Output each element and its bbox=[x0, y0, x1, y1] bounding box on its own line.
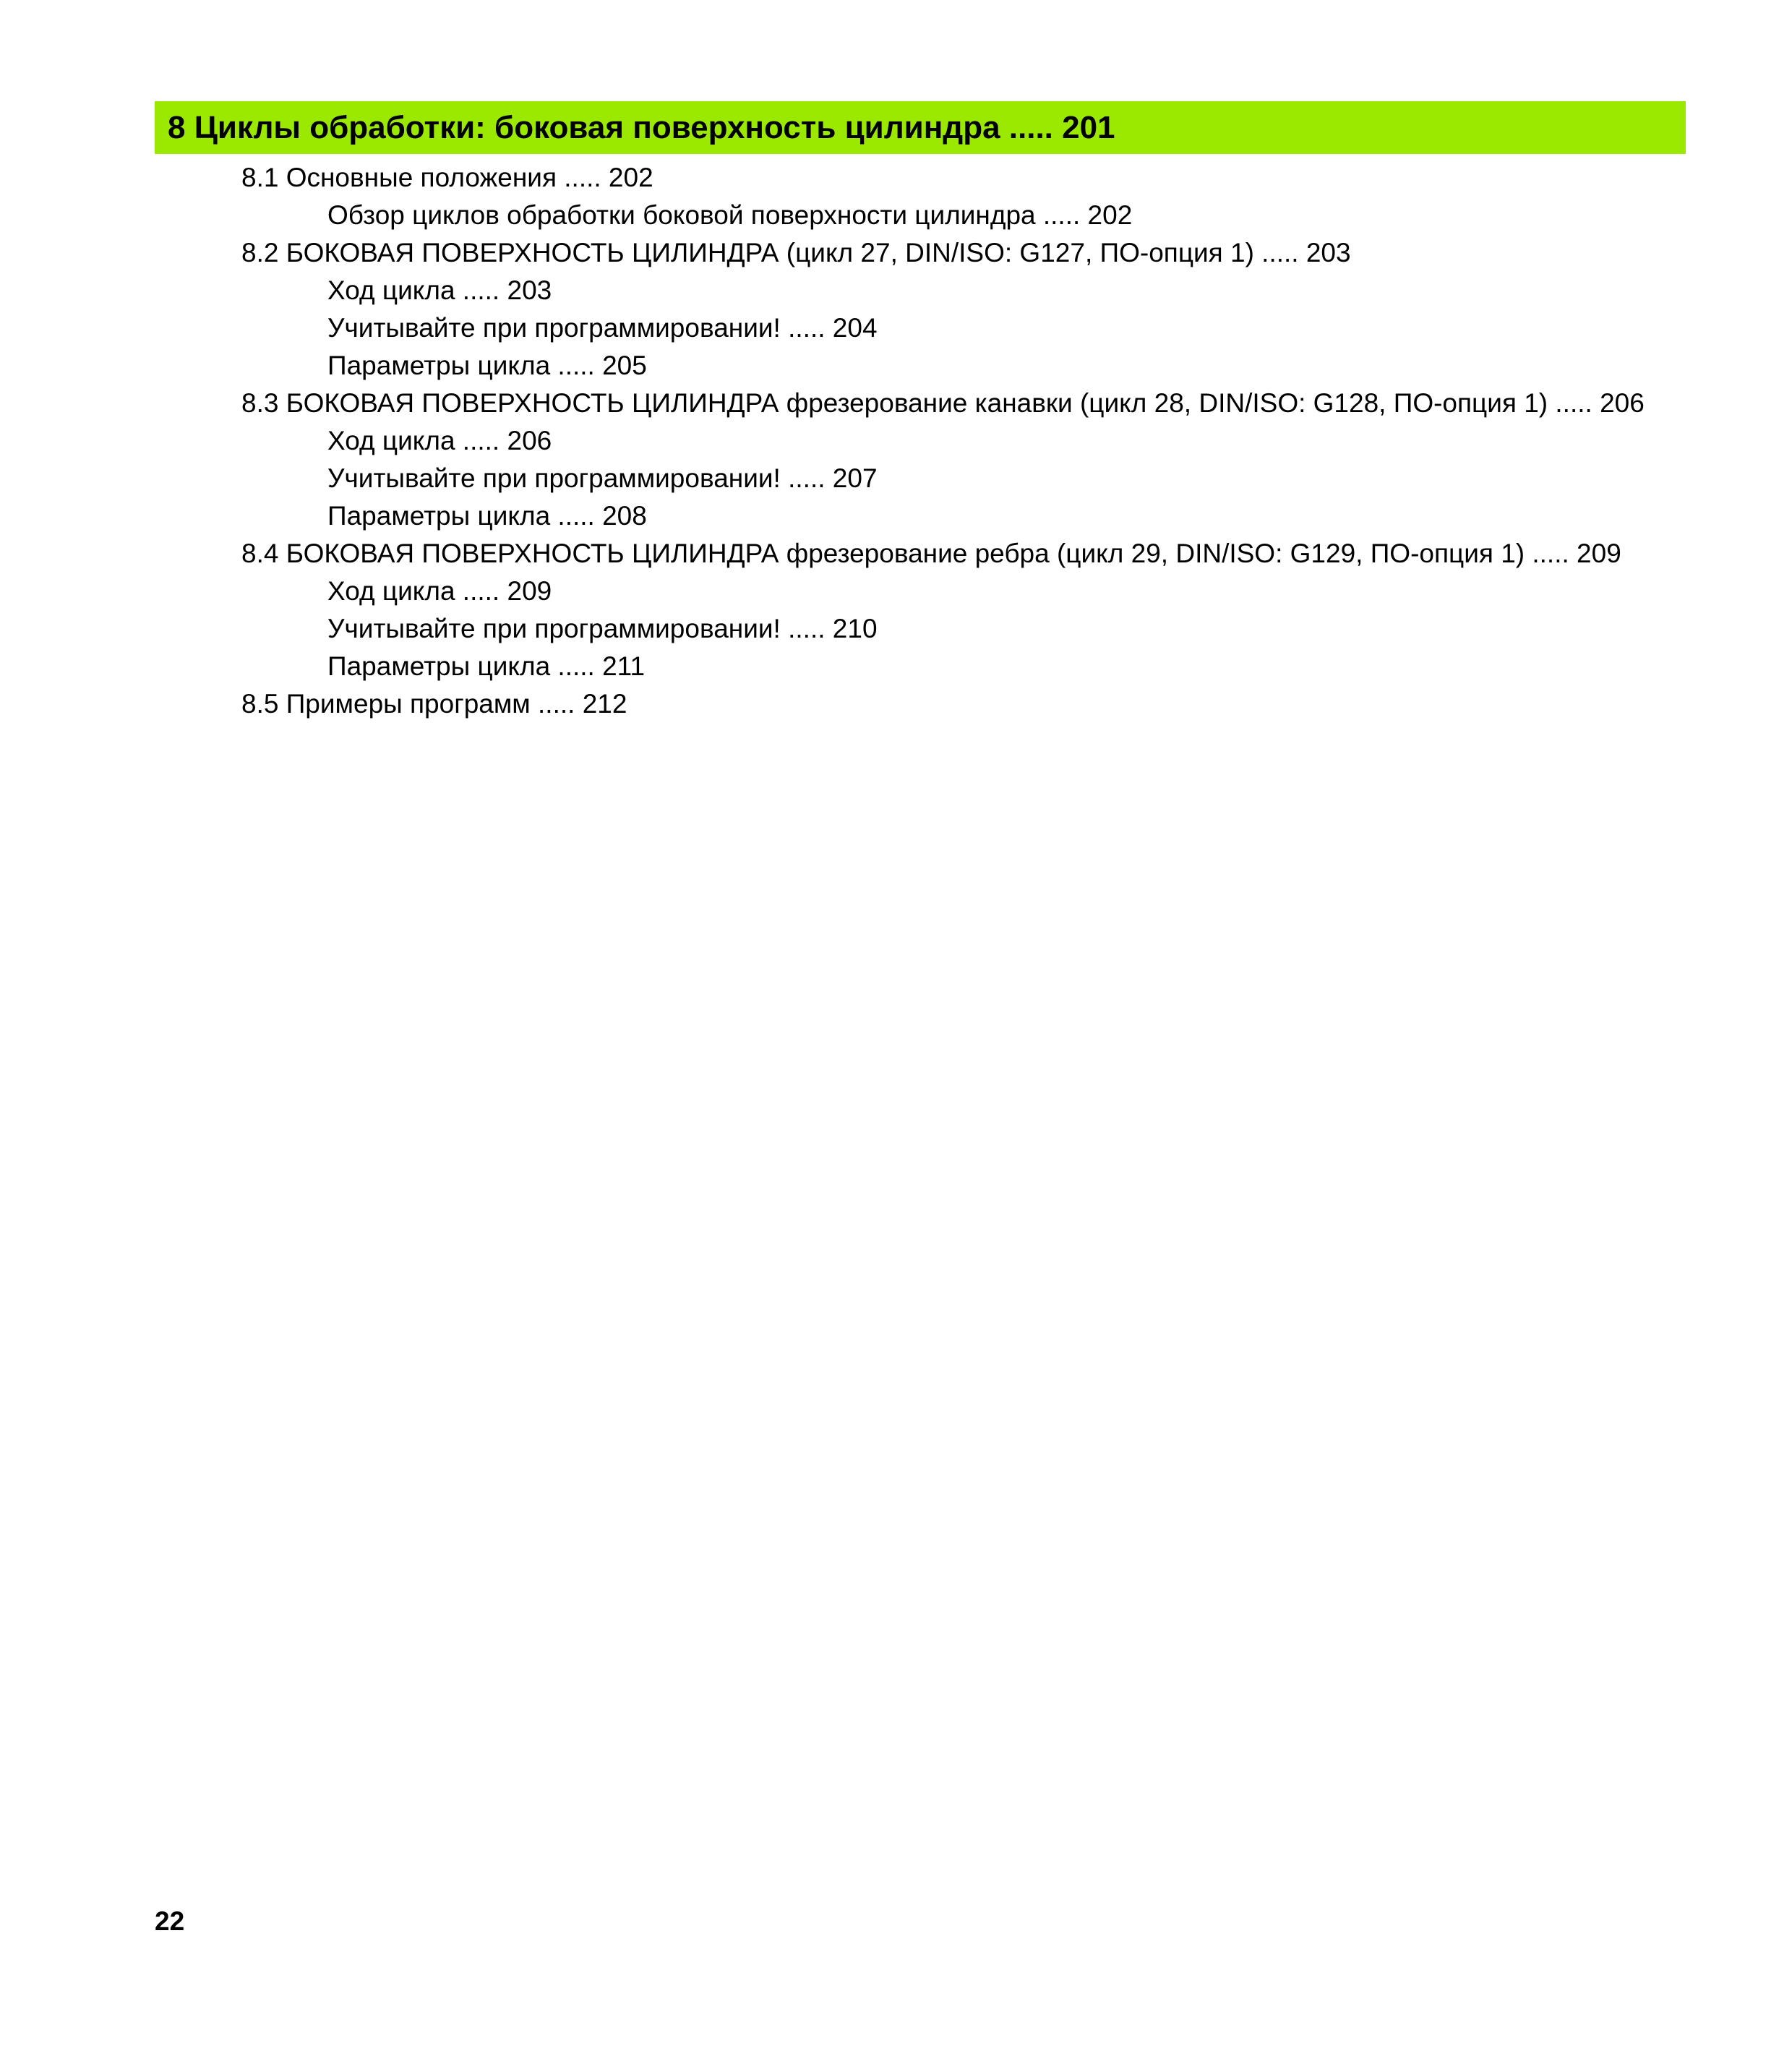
toc-section-8-5[interactable]: 8.5 Примеры программ ..... 212 bbox=[241, 689, 627, 719]
toc-subsection[interactable]: Ход цикла ..... 209 bbox=[327, 576, 552, 606]
toc-subsection[interactable]: Учитывайте при программировании! ..... 204 bbox=[327, 313, 878, 343]
toc-section-8-3[interactable]: 8.3 БОКОВАЯ ПОВЕРХНОСТЬ ЦИЛИНДРА фрезерование канавки (цикл 28, DIN/ISO: G128, ПО-опция 1) ..... 206 bbox=[241, 388, 1645, 418]
page-number: 22 bbox=[155, 1906, 185, 1936]
toc-section-8-2[interactable]: 8.2 БОКОВАЯ ПОВЕРХНОСТЬ ЦИЛИНДРА (цикл 27, DIN/ISO: G127, ПО-опция 1) ..... 203 bbox=[241, 238, 1351, 267]
toc-subsection[interactable]: Обзор циклов обработки боковой поверхности цилиндра ..... 202 bbox=[327, 200, 1133, 230]
toc-section-8-1[interactable]: 8.1 Основные положения ..... 202 bbox=[241, 163, 653, 192]
table-of-contents bbox=[0, 0, 1792, 795]
toc-subsection[interactable]: Параметры цикла ..... 211 bbox=[327, 651, 646, 681]
toc-subsection[interactable]: Параметры цикла ..... 208 bbox=[327, 501, 647, 531]
chapter-title[interactable]: 8 Циклы обработки: боковая поверхность цилиндра ..... 201 bbox=[168, 110, 1115, 145]
toc-subsection[interactable]: Параметры цикла ..... 205 bbox=[327, 351, 647, 380]
toc-subsection[interactable]: Ход цикла ..... 203 bbox=[327, 275, 552, 305]
toc-subsection[interactable]: Учитывайте при программировании! ..... 210 bbox=[327, 614, 878, 643]
toc-subsection[interactable]: Учитывайте при программировании! ..... 207 bbox=[327, 463, 878, 493]
toc-section-8-4[interactable]: 8.4 БОКОВАЯ ПОВЕРХНОСТЬ ЦИЛИНДРА фрезерование ребра (цикл 29, DIN/ISO: G129, ПО-опция 1) ..... 209 bbox=[241, 539, 1621, 568]
toc-subsection[interactable]: Ход цикла ..... 206 bbox=[327, 426, 552, 455]
